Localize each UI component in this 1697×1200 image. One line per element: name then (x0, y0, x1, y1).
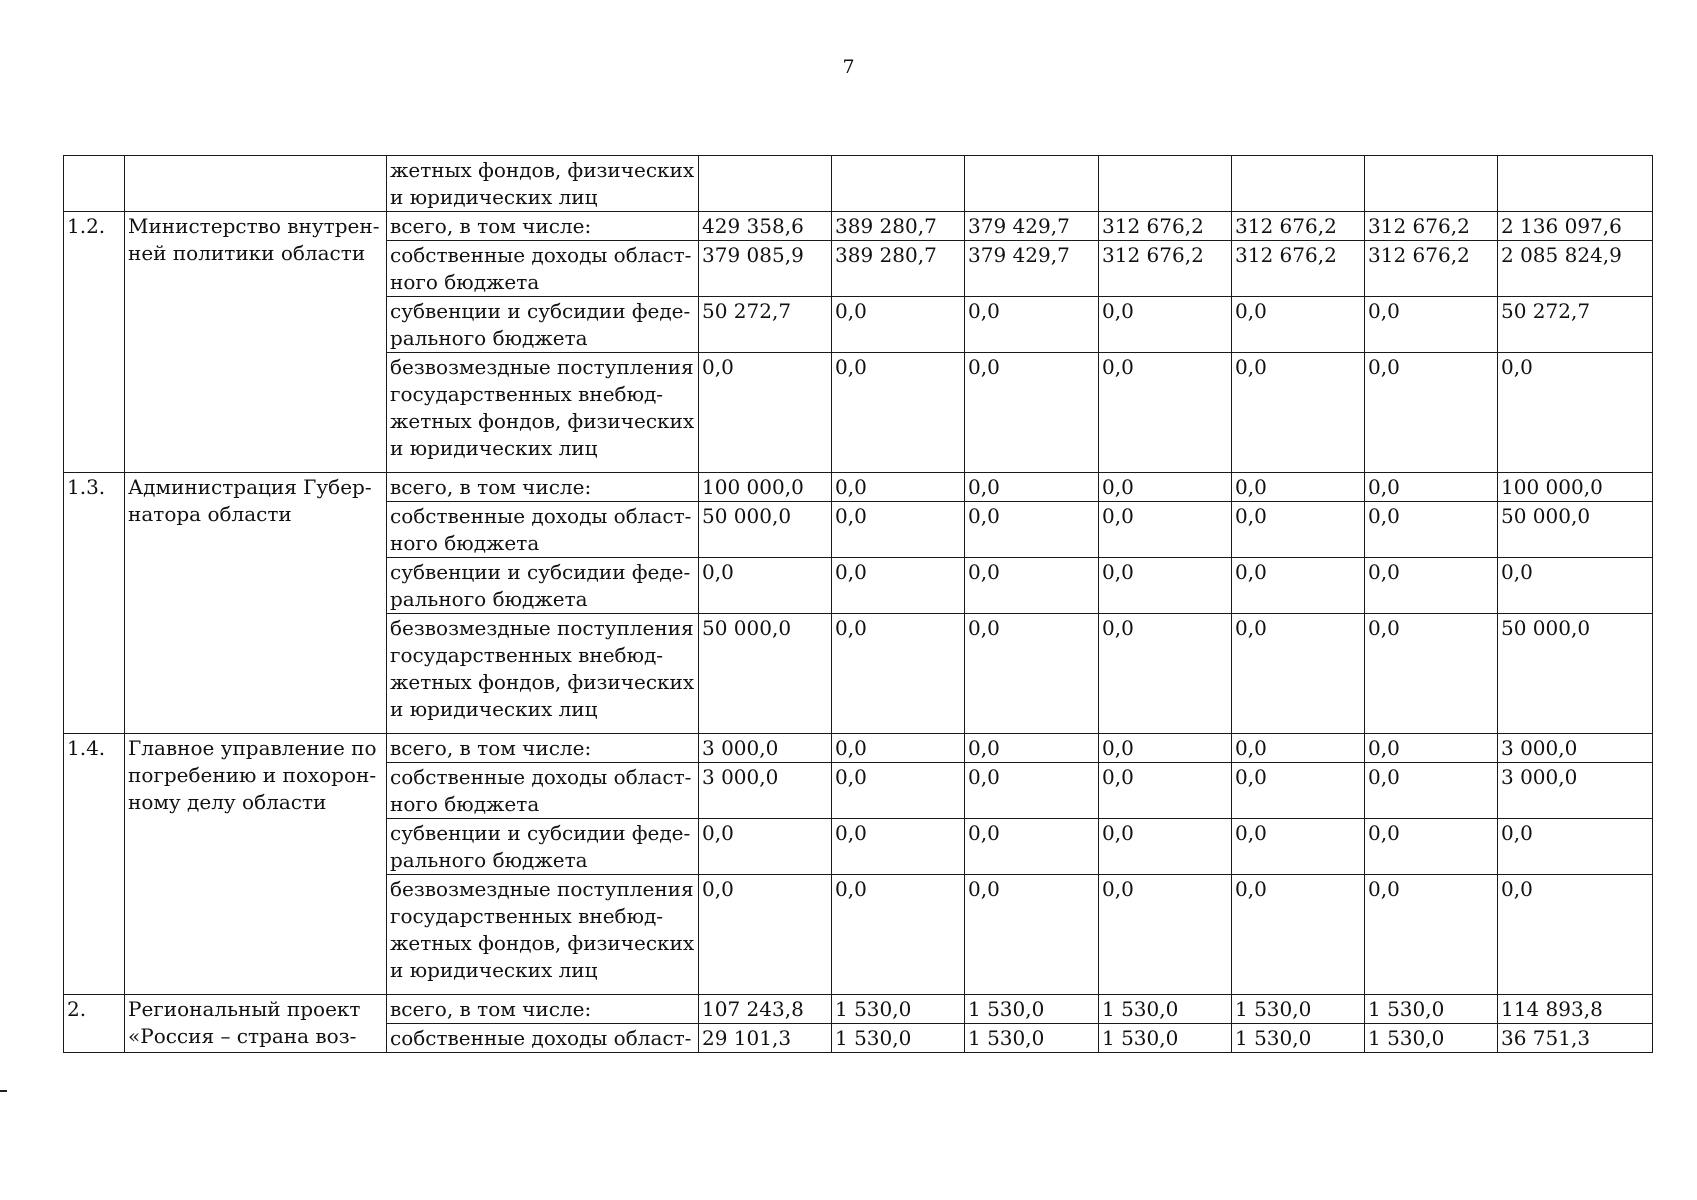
value-cell: 0,0 (832, 875, 965, 995)
value-cell: 0,0 (1365, 473, 1498, 502)
funding-source: субвенции и субсидии феде-рального бюджета (387, 819, 699, 875)
value-cell: 1 530,0 (1099, 995, 1232, 1024)
value-cell: 0,0 (965, 502, 1099, 558)
table-row (64, 212, 1653, 241)
value-cell: 114 893,8 (1498, 995, 1653, 1024)
value-cell: 0,0 (832, 763, 965, 819)
value-cell: 0,0 (1365, 734, 1498, 763)
funding-source: всего, в том числе: (387, 734, 699, 763)
funding-source: собственные доходы област- (387, 1024, 699, 1053)
value-cell: 1 530,0 (832, 995, 965, 1024)
value-cell: 0,0 (1232, 875, 1365, 995)
value-cell: 50 000,0 (1498, 502, 1653, 558)
value-cell: 1 530,0 (965, 995, 1099, 1024)
funding-source: всего, в том числе: (387, 212, 699, 241)
value-cell: 0,0 (1498, 875, 1653, 995)
value-cell: 0,0 (699, 558, 832, 614)
value-cell: 0,0 (1099, 353, 1232, 473)
item-number: 1.2. (64, 212, 125, 473)
value-cell: 0,0 (965, 353, 1099, 473)
margin-mark (0, 1090, 7, 1092)
value-cell: 0,0 (965, 297, 1099, 353)
value-cell: 50 000,0 (699, 502, 832, 558)
value-cell: 0,0 (1232, 614, 1365, 734)
table-row (64, 734, 1653, 763)
value-cell (1498, 156, 1653, 212)
funding-source: безвозмездные поступления государственных внебюд-жетных фондов, физических и юридических лиц (387, 875, 699, 995)
value-cell (1365, 156, 1498, 212)
item-number: 1.4. (64, 734, 125, 995)
value-cell: 0,0 (1099, 502, 1232, 558)
item-name: Главное управление по погребению и похорон-ному делу области (125, 734, 387, 995)
value-cell: 0,0 (965, 614, 1099, 734)
funding-source: собственные доходы област-ного бюджета (387, 502, 699, 558)
funding-source: безвозмездные поступления государственных внебюд-жетных фондов, физических и юридических лиц (387, 614, 699, 734)
funding-source: субвенции и субсидии феде-рального бюджета (387, 297, 699, 353)
value-cell: 36 751,3 (1498, 1024, 1653, 1053)
value-cell: 2 085 824,9 (1498, 241, 1653, 297)
value-cell: 0,0 (965, 819, 1099, 875)
value-cell: 0,0 (1099, 734, 1232, 763)
value-cell: 0,0 (1365, 297, 1498, 353)
value-cell: 0,0 (699, 819, 832, 875)
value-cell: 0,0 (1099, 875, 1232, 995)
value-cell: 0,0 (1099, 473, 1232, 502)
value-cell: 0,0 (1232, 734, 1365, 763)
value-cell: 312 676,2 (1365, 212, 1498, 241)
value-cell: 0,0 (1498, 819, 1653, 875)
number-cell (64, 156, 125, 212)
value-cell: 0,0 (699, 875, 832, 995)
continuation-row (64, 156, 1653, 212)
value-cell: 0,0 (1099, 763, 1232, 819)
funding-source: собственные доходы област-ного бюджета (387, 241, 699, 297)
value-cell: 0,0 (1365, 502, 1498, 558)
value-cell: 0,0 (1365, 353, 1498, 473)
value-cell: 312 676,2 (1232, 212, 1365, 241)
value-cell: 29 101,3 (699, 1024, 832, 1053)
value-cell: 0,0 (832, 819, 965, 875)
value-cell: 50 272,7 (699, 297, 832, 353)
value-cell: 0,0 (832, 297, 965, 353)
name-cell (125, 156, 387, 212)
value-cell: 0,0 (832, 473, 965, 502)
budget-table (63, 155, 1653, 1053)
table-body (64, 156, 1653, 1053)
value-cell: 100 000,0 (1498, 473, 1653, 502)
value-cell: 0,0 (1498, 353, 1653, 473)
value-cell (699, 156, 832, 212)
value-cell: 1 530,0 (832, 1024, 965, 1053)
value-cell: 2 136 097,6 (1498, 212, 1653, 241)
value-cell: 0,0 (1498, 558, 1653, 614)
funding-source: субвенции и субсидии феде-рального бюджета (387, 558, 699, 614)
value-cell: 3 000,0 (1498, 734, 1653, 763)
value-cell: 389 280,7 (832, 212, 965, 241)
value-cell: 0,0 (1099, 614, 1232, 734)
value-cell: 1 530,0 (1099, 1024, 1232, 1053)
value-cell: 0,0 (1232, 297, 1365, 353)
value-cell: 0,0 (699, 353, 832, 473)
value-cell: 0,0 (1099, 558, 1232, 614)
value-cell: 0,0 (1365, 558, 1498, 614)
value-cell: 0,0 (1365, 819, 1498, 875)
value-cell: 429 358,6 (699, 212, 832, 241)
value-cell: 0,0 (965, 763, 1099, 819)
item-name: Администрация Губер-натора области (125, 473, 387, 734)
value-cell: 0,0 (832, 614, 965, 734)
value-cell: 379 429,7 (965, 212, 1099, 241)
value-cell: 0,0 (1099, 819, 1232, 875)
value-cell: 0,0 (832, 353, 965, 473)
value-cell (965, 156, 1099, 212)
value-cell (1099, 156, 1232, 212)
value-cell: 0,0 (965, 473, 1099, 502)
value-cell: 0,0 (1232, 473, 1365, 502)
value-cell (832, 156, 965, 212)
value-cell: 379 429,7 (965, 241, 1099, 297)
value-cell: 0,0 (1099, 297, 1232, 353)
item-name: Региональный проект «Россия – страна воз- (125, 995, 387, 1053)
value-cell: 0,0 (1232, 819, 1365, 875)
value-cell: 1 530,0 (965, 1024, 1099, 1053)
value-cell: 3 000,0 (699, 763, 832, 819)
value-cell: 312 676,2 (1099, 241, 1232, 297)
value-cell: 0,0 (832, 734, 965, 763)
value-cell: 1 530,0 (1232, 1024, 1365, 1053)
value-cell: 1 530,0 (1365, 995, 1498, 1024)
funding-source: всего, в том числе: (387, 995, 699, 1024)
item-number: 1.3. (64, 473, 125, 734)
value-cell: 389 280,7 (832, 241, 965, 297)
table-row (64, 995, 1653, 1024)
value-cell: 50 000,0 (1498, 614, 1653, 734)
source-cell: жетных фондов, физических и юридических лиц (387, 156, 699, 212)
value-cell: 379 085,9 (699, 241, 832, 297)
value-cell: 0,0 (1232, 763, 1365, 819)
value-cell: 1 530,0 (1365, 1024, 1498, 1053)
value-cell: 0,0 (1232, 558, 1365, 614)
value-cell: 1 530,0 (1232, 995, 1365, 1024)
value-cell: 0,0 (1232, 502, 1365, 558)
value-cell: 50 000,0 (699, 614, 832, 734)
funding-source: безвозмездные поступления государственных внебюд-жетных фондов, физических и юридических лиц (387, 353, 699, 473)
value-cell: 100 000,0 (699, 473, 832, 502)
value-cell: 0,0 (832, 502, 965, 558)
value-cell: 107 243,8 (699, 995, 832, 1024)
value-cell: 50 272,7 (1498, 297, 1653, 353)
value-cell: 312 676,2 (1099, 212, 1232, 241)
value-cell: 0,0 (965, 875, 1099, 995)
value-cell (1232, 156, 1365, 212)
funding-source: собственные доходы област-ного бюджета (387, 763, 699, 819)
value-cell: 312 676,2 (1365, 241, 1498, 297)
funding-source: всего, в том числе: (387, 473, 699, 502)
table-row (64, 473, 1653, 502)
value-cell: 0,0 (965, 734, 1099, 763)
value-cell: 0,0 (1365, 763, 1498, 819)
item-name: Министерство внутрен-ней политики области (125, 212, 387, 473)
value-cell: 0,0 (1365, 875, 1498, 995)
value-cell: 0,0 (832, 558, 965, 614)
value-cell: 0,0 (965, 558, 1099, 614)
item-number: 2. (64, 995, 125, 1053)
value-cell: 0,0 (1365, 614, 1498, 734)
page-number: 7 (842, 56, 855, 78)
value-cell: 312 676,2 (1232, 241, 1365, 297)
value-cell: 3 000,0 (1498, 763, 1653, 819)
value-cell: 3 000,0 (699, 734, 832, 763)
value-cell: 0,0 (1232, 353, 1365, 473)
